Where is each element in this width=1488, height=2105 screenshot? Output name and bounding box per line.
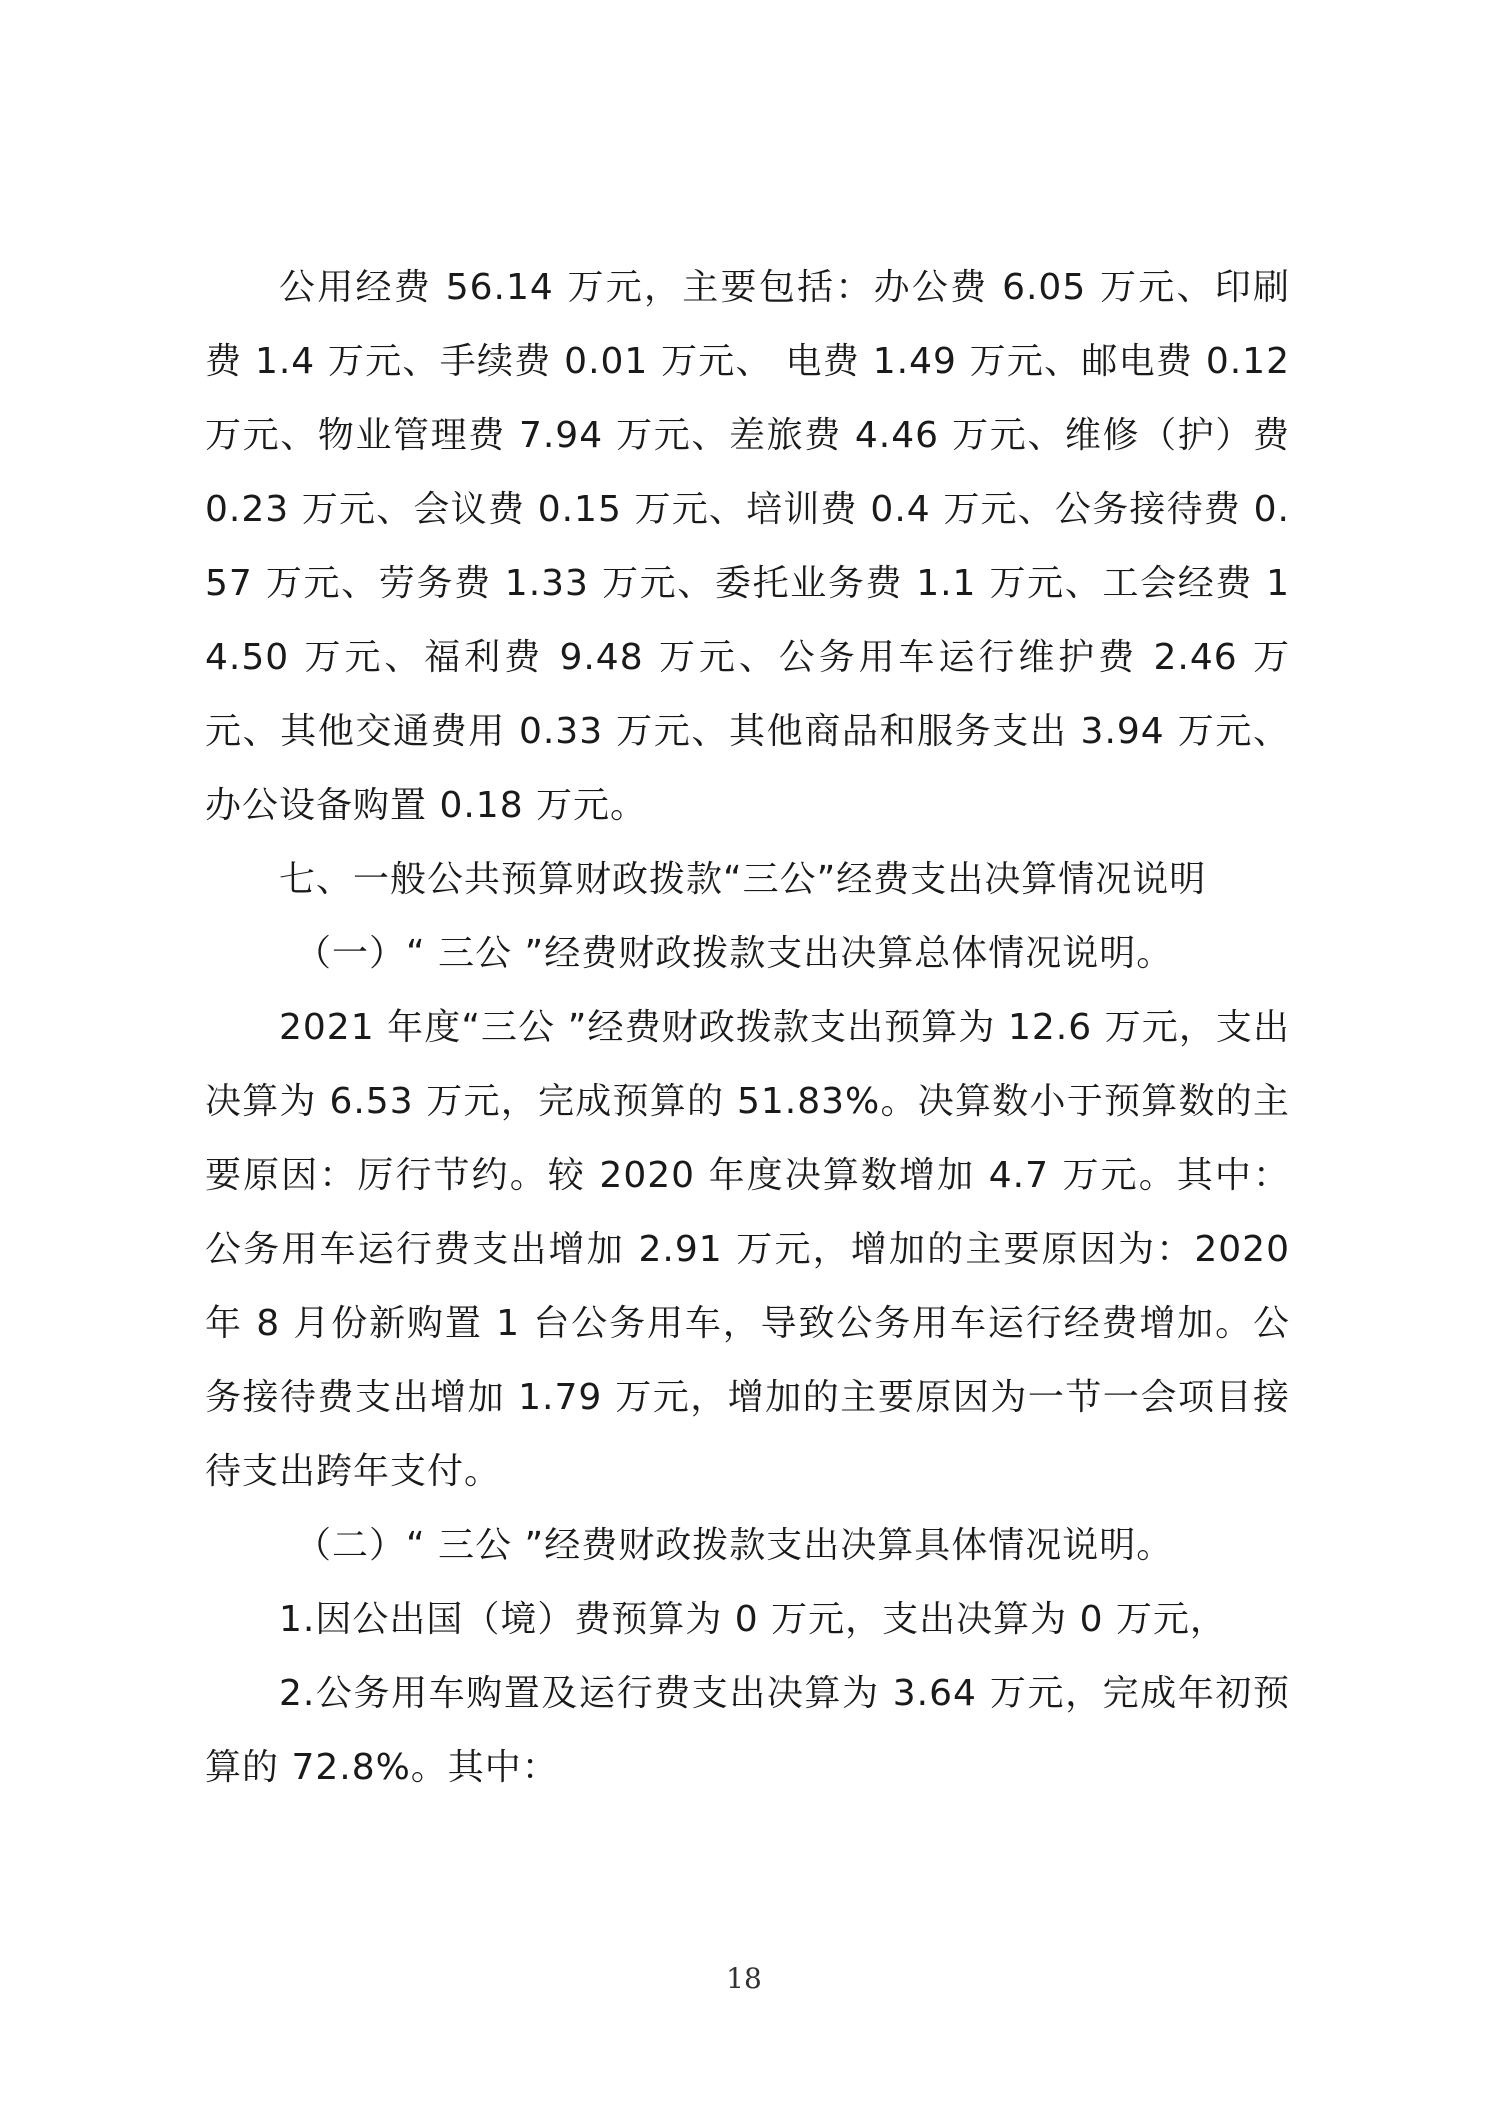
subheading-specific: （二）“ 三公 ”经费财政拨款支出决算具体情况说明。 (295, 1525, 1174, 1566)
paragraph-public-expenses: 公用经费 56.14 万元，主要包括：办公费 6.05 万元、印刷费 1.4 万元、手续费 0.01 万元、 电费 1.49 万元、邮电费 0.12 万元、物业管理费 7.94 万元、差旅费 4.46 万元、维修（护）费 0.23 万元、会议费 0.15 万元、培训费 0.4 万元、公务接待费 0.57 万元、劳务费 1.33 万元、委托业务费 1.1 万元、工会经费 14.50 万元、福利费 9.48 万元、公务用车运行维护费 2.46 万元、其他交通费用 0.33 万元、其他商品和服务支出 3.94 万元、办公设备购置 0.18 万元。 (205, 267, 1290, 826)
list-item-overseas: 1.因公出国（境）费预算为 0 万元，支出决算为 0 万元， (279, 1599, 1227, 1640)
paragraph-overall-details: 2021 年度“三公 ”经费财政拨款支出预算为 12.6 万元，支出决算为 6.53 万元，完成预算的 51.83%。决算数小于预算数的主要原因：厉行节约。较 2020 年度决算数增加 4.7 万元。其中：公务用车运行费支出增加 2.91 万元，增加的主要原因为：2020 年 8 月份新购置 1 台公务用车，导致公务用车运行经费增加。公务接待费支出增加 1.79 万元，增加的主要原因为一节一会项目接待支出跨年支付。 (205, 1007, 1290, 1492)
section-heading-seven: 七、一般公共预算财政拨款“三公”经费支出决算情况说明 (279, 859, 1207, 900)
body-text (205, 251, 1290, 1805)
subheading-overall: （一）“ 三公 ”经费财政拨款支出决算总体情况说明。 (295, 933, 1174, 974)
list-item-vehicles: 2.公务用车购置及运行费支出决算为 3.64 万元，完成年初预算的 72.8%。其中： (205, 1673, 1290, 1788)
page-number: 18 (726, 1962, 762, 1995)
